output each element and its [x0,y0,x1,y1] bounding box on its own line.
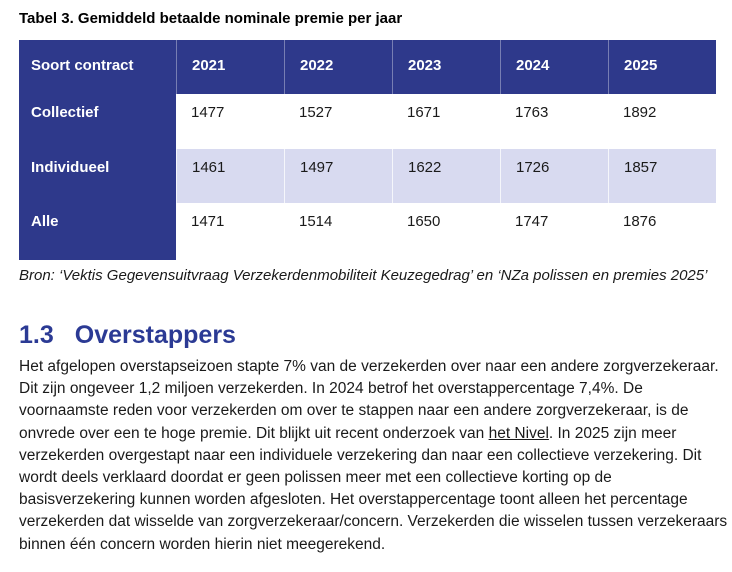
table-title: Tabel 3. Gemiddeld betaalde nominale premie per jaar [19,10,403,27]
table-header-2025: 2025 [608,40,716,94]
table-cell: 1497 [284,149,392,203]
table-cell: 1876 [608,203,716,260]
source-note: Bron: ‘Vektis Gegevensuitvraag Verzekerdenmobiliteit Keuzegedrag’ en ‘NZa polissen en premies 2025’ [19,267,708,284]
table-header-2024: 2024 [500,40,608,94]
table-header-soort-contract: Soort contract [19,40,176,94]
table-header-2023: 2023 [392,40,500,94]
section-title: Overstappers [74,321,236,349]
row-label-individueel: Individueel [19,149,176,203]
table-cell: 1857 [608,149,716,203]
table-cell: 1471 [176,203,284,260]
section-number: 1.3 [19,321,54,349]
table-cell: 1726 [500,149,608,203]
nivel-link[interactable]: het Nivel [488,424,549,442]
paragraph-text-before-link: Het afgelopen overstapseizoen stapte 7% van de verzekerden over naar een andere zorgverzekeraar. Dit zijn ongeveer 1,2 miljoen verzekerden. In 2024 betrof het overstappercentage 7,4%. De voornaamste reden voor verzekerden om over te stappen naar een andere zorgverzekeraar, is de onvrede over een te hoge premie. Dit blijkt uit recent onderzoek van [19,358,719,442]
table-cell: 1477 [176,94,284,149]
premium-table [19,40,716,260]
body-paragraph [19,356,731,556]
table-cell: 1514 [284,203,392,260]
table-cell: 1622 [392,149,500,203]
table-cell: 1763 [500,94,608,149]
table-header-2021: 2021 [176,40,284,94]
row-label-alle: Alle [19,203,176,260]
table-cell: 1892 [608,94,716,149]
table-cell: 1650 [392,203,500,260]
paragraph-text-after-link: . In 2025 zijn meer verzekerden overgestapt naar een individuele verzekering dan naar een collectieve verzekering. Dit wordt deels verklaard doordat er geen polissen meer met een collectieve korting op de basisverzekering kunnen worden afgesloten. Het overstappercentage toont alleen het percentage verzekerden dat wisselde van zorgverzekeraar/concern. Verzekerden die wisselen tussen verzekeraars binnen één concern worden hierin niet meegerekend. [19,424,728,553]
table-cell: 1671 [392,94,500,149]
table-cell: 1527 [284,94,392,149]
table-cell: 1461 [176,149,284,203]
section-heading [19,321,732,349]
table-header-2022: 2022 [284,40,392,94]
table-cell: 1747 [500,203,608,260]
row-label-collectief: Collectief [19,94,176,149]
